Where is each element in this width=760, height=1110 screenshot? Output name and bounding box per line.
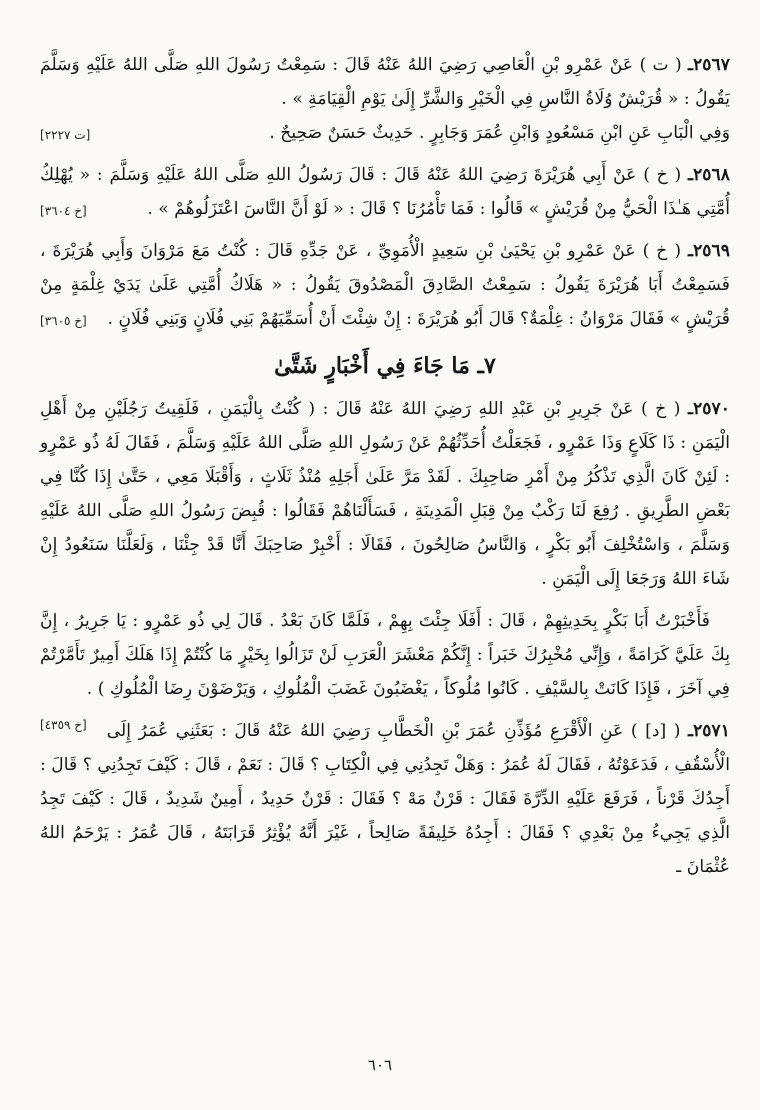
hadith-text: ( خ ) عَنْ جَرِيرِ بْنِ عَبْدِ اللهِ رَضِيَ اللهُ عَنْهُ قَالَ : ( كُنْتُ بِالْيَمَنِ ، فَلَقِيتُ رَجُلَيْنِ مِنْ أَهْلِ الْيَمَنِ : ذَا كَلَاعٍ وَذَا عَمْرٍو ، فَجَعَلْتُ أُحَدِّثُهُمْ عَنْ رَسُولِ اللهِ صَلَّى اللهُ عَلَيْهِ وَسَلَّمَ ، فَقَالَ لَهُ ذُو عَمْرٍو : لَئِنْ كَانَ الَّذِي تَذْكُرُ مِنْ أَمْرِ صَاحِبِكَ . لَقَدْ مَرَّ عَلَىٰ أَجَلِهِ مُنْذُ ثَلَاثٍ ، وَأَقْبَلَا مَعِي ، حَتَّىٰ إِذَا كُنَّا فِي بَعْضِ الطَّرِيقِ . رُفِعَ لَنَا رَكْبٌ مِنْ قِبَلِ الْمَدِينَةِ ، فَسَأَلْنَاهُمْ فَقَالُوا : قُبِضَ رَسُولُ اللهِ صَلَّى اللهُ عَلَيْهِ وَسَلَّمَ ، وَاسْتُخْلِفَ أَبُو بَكْرٍ ، وَالنَّاسُ صَالِحُونَ ، فَقَالَا : أَخْبِرْ صَاحِبَكَ أَنَّا قَدْ جِئْنَا ، وَلَعَلَّنَا سَنَعُودُ إِنْ شَاءَ اللهُ وَرَجَعَا إِلَى الْيَمَنِ . xyxy=(40,399,730,589)
hadith-2570 xyxy=(40,392,730,596)
hadith-reference: [خ ٤٣٥٩] xyxy=(40,718,87,732)
hadith-reference: [ت ٢٢٢٧] xyxy=(40,128,91,142)
hadith-commentary: وَفِي الْبَابِ عَنِ ابْنِ مَسْعُودٍ وَابْنِ عُمَرَ وَجَابِرٍ . حَدِيثٌ حَسَنٌ صَحِيحٌ . xyxy=(269,123,730,143)
hadith-2567 xyxy=(40,48,730,150)
hadith-text: ( ت ) عَنْ عَمْرِو بْنِ الْعَاصِي رَضِيَ اللهُ عَنْهُ قَالَ : سَمِعْتُ رَسُولَ اللهِ صَلَّى اللهُ عَلَيْهِ وَسَلَّمَ يَقُولُ : « قُرَيْشٌ وُلَاةُ النَّاسِ فِي الْخَيْرِ وَالشَّرِّ إِلَىٰ يَوْمِ الْقِيَامَةِ » . xyxy=(40,55,730,109)
hadith-number: ٢٥٦٩ـ xyxy=(688,241,730,261)
hadith-reference: [خ ٣٦٠٤] xyxy=(40,204,87,218)
hadith-number: ٢٥٦٨ـ xyxy=(688,165,730,185)
hadith-number: ٢٥٦٧ـ xyxy=(688,55,731,75)
hadith-text: ( خ ) عَنْ أَبِي هُرَيْرَةَ رَضِيَ اللهُ عَنْهُ قَالَ : قَالَ رَسُولُ اللهِ صَلَّى اللهُ عَلَيْهِ وَسَلَّمَ : « يُهْلِكُ أُمَّتِي هَـٰذَا الْحَيُّ مِنْ قُرَيْشٍ » قَالُوا : فَمَا تَأْمُرُنَا ؟ قَالَ : « لَوْ أَنَّ النَّاسَ اعْتَزَلُوهُمْ » . xyxy=(40,165,730,219)
page-number: ٦٠٦ xyxy=(367,1056,393,1074)
hadith-2568 xyxy=(40,158,730,226)
hadith-text: ( [د] ) عَنِ الْأَقْرَعِ مُؤَذِّنِ عُمَرَ بْنِ الْخَطَّابِ رَضِيَ اللهُ عَنْهُ قَالَ : بَعَثَنِي عُمَرُ إِلَى الْأُسْقُفِ ، فَدَعَوْتُهُ ، فَقَالَ لَهُ عُمَرُ : وَهَلْ تَجِدُنِي فِي الْكِتَابِ ؟ قَالَ : نَعَمْ ، قَالَ : كَيْفَ تَجِدُنِي ؟ قَالَ : أَجِدُكَ قَرْناً ، فَرَفَعَ عَلَيْهِ الدِّرَّةَ فَقَالَ : قَرْنٌ مَهْ ؟ فَقَالَ : قَرْنٌ حَدِيدٌ ، أَمِينٌ شَدِيدٌ ، قَالَ : كَيْفَ تَجِدُ الَّذِي يَجِيءُ مِنْ بَعْدِي ؟ فَقَالَ : أَجِدُهُ خَلِيفَةً صَالِحاً ، غَيْرَ أَنَّهُ يُؤْثِرُ قَرَابَتَهُ ، قَالَ عُمَرُ : يَرْحَمُ اللهُ عُثْمَانَ ـ xyxy=(40,721,730,877)
hadith-number: ٢٥٧٠ـ xyxy=(688,399,730,419)
hadith-text: ( خ ) عَنْ عَمْرِو بْنِ يَحْيَىٰ بْنِ سَعِيدٍ الْأُمَوِيِّ ، عَنْ جَدِّهِ قَالَ : كُنْتُ مَعَ مَرْوَانَ وَأَبِي هُرَيْرَةَ ، فَسَمِعْتُ أَبَا هُرَيْرَةَ يَقُولُ : سَمِعْتُ الصَّادِقَ الْمَصْدُوقَ يَقُولُ : « هَلَاكُ أُمَّتِي عَلَىٰ يَدَيْ غِلْمَةٍ مِنْ قُرَيْشٍ » فَقَالَ مَرْوَانُ : غِلْمَةٌ؟ قَالَ أَبُو هُرَيْرَةَ : إِنْ شِئْتَ أَنْ أُسَمِّيَهُمْ بَنِي فُلَانٍ وَبَنِي فُلَانٍ . xyxy=(40,241,730,329)
hadith-2571 xyxy=(40,714,730,884)
section-heading: ٧ـ مَا جَاءَ فِي أَخْبَارٍ شَتَّىٰ xyxy=(274,353,496,379)
page-body xyxy=(40,48,730,892)
hadith-2569 xyxy=(40,234,730,336)
hadith-text: فَأَخْبَرْتُ أَبَا بَكْرٍ بِحَدِيثِهِمْ ، قَالَ : أَفَلَا جِئْتَ بِهِمْ ، فَلَمَّا كَانَ بَعْدُ . قَالَ لِي ذُو عَمْرٍو : يَا جَرِيرُ ، إِنَّ بِكَ عَلَيَّ كَرَامَةً ، وَإِنِّي مُخْبِرُكَ خَبَراً : إِنَّكُمْ مَعْشَرَ الْعَرَبِ لَنْ تَزَالُوا بِخَيْرٍ مَا كُنْتُمْ إِذَا هَلَكَ أَمِيرٌ تَأَمَّرْتُمْ فِي آخَرَ ، فَإِذَا كَانَتْ بِالسَّيْفِ . كَانُوا مُلُوكاً ، يَغْضَبُونَ غَضَبَ الْمُلُوكِ ، وَيَرْضَوْنَ رِضَا الْمُلُوكِ ) . xyxy=(40,611,730,699)
hadith-number: ٢٥٧١ـ xyxy=(688,721,730,741)
hadith-reference: [خ ٣٦٠٥] xyxy=(40,314,87,328)
